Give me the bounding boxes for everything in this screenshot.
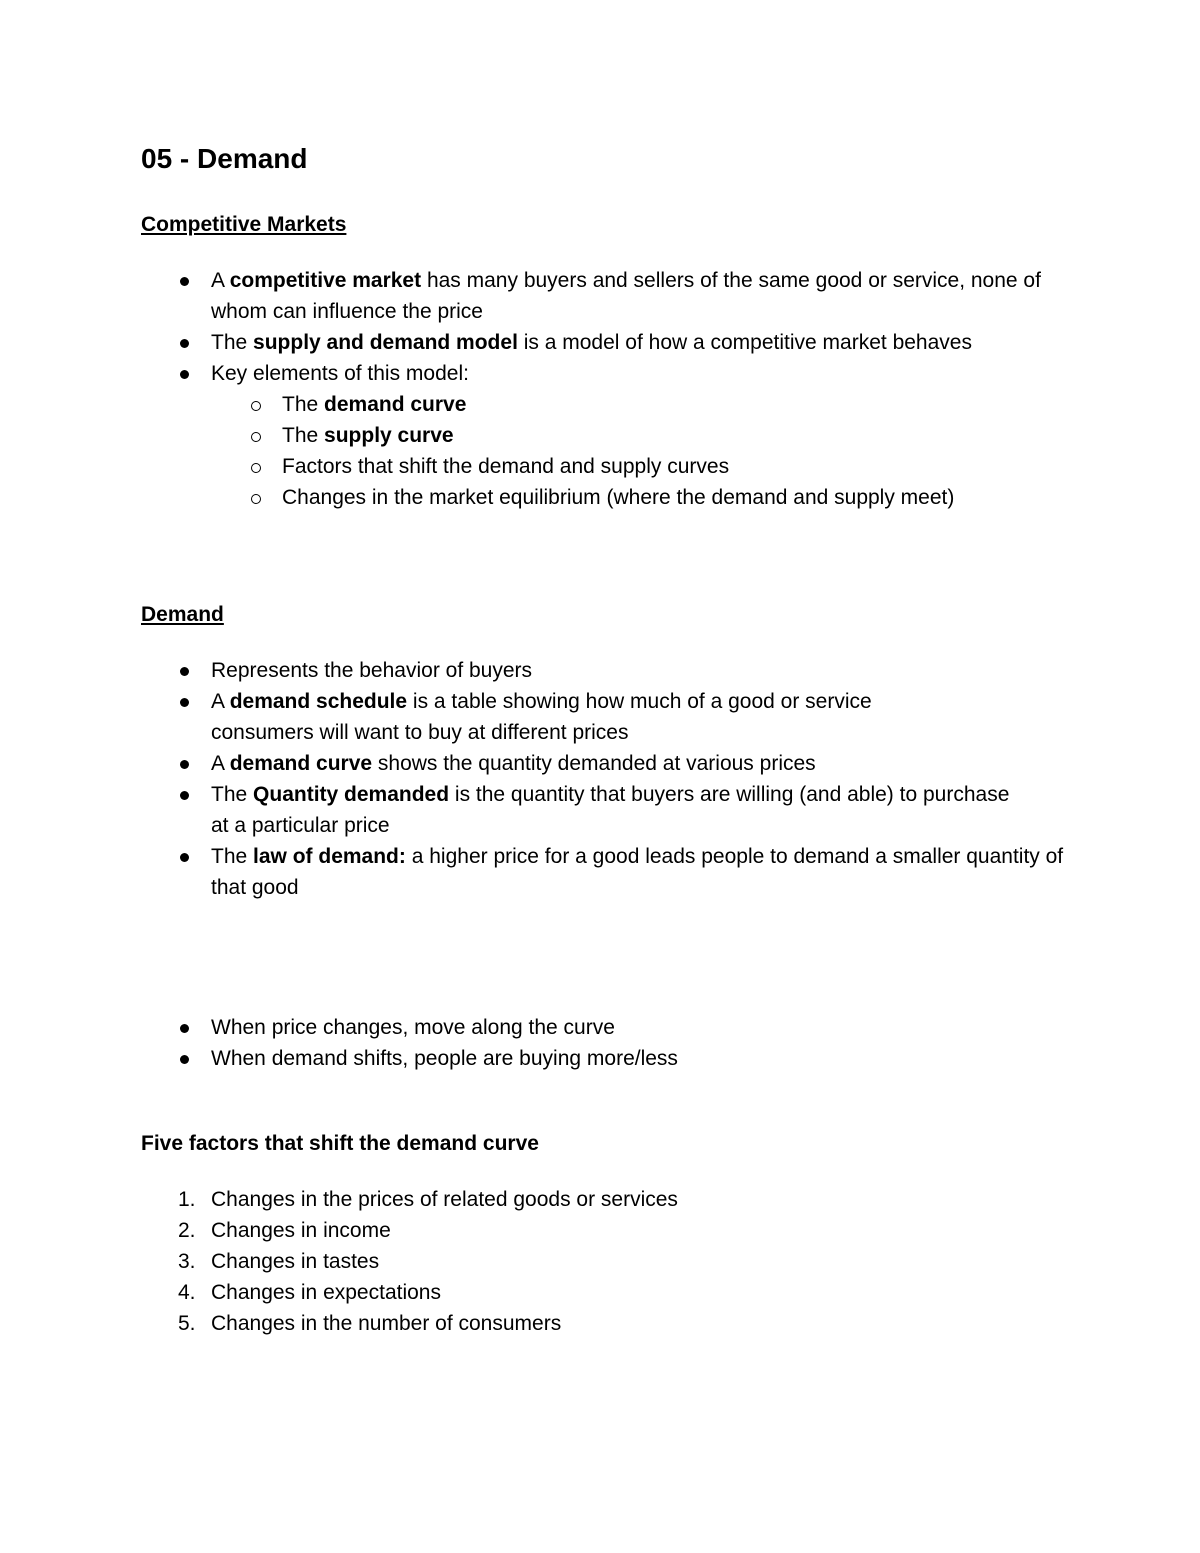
list-item: A competitive market has many buyers and sellers of the same good or service, none of whom can influence the price <box>211 269 1041 323</box>
heading-five-factors: Five factors that shift the demand curve <box>141 1132 539 1155</box>
sub-list-item: Changes in the market equilibrium (where the demand and supply meet) <box>282 486 955 509</box>
list-number: 1. <box>178 1188 196 1211</box>
list-five-factors <box>0 1184 1071 1339</box>
sub-list-item: The supply curve <box>282 424 454 447</box>
list-item: The supply and demand model is a model of how a competitive market behaves <box>211 331 972 354</box>
list-competitive-markets <box>0 265 1082 513</box>
list-number: 3. <box>178 1250 196 1273</box>
list-item: A demand schedule is a table showing how much of a good or service consumers will want to buy at different prices <box>211 690 872 744</box>
list-item: The law of demand: a higher price for a good leads people to demand a smaller quantity of that good <box>211 845 1064 899</box>
list-item: 4. Changes in expectations <box>0 1277 1071 1308</box>
heading-demand: Demand <box>141 603 224 626</box>
sub-list-item: Factors that shift the demand and supply curves <box>282 455 730 478</box>
list-item: Key elements of this model: <box>211 362 469 385</box>
list-item: Represents the behavior of buyers <box>211 659 533 682</box>
list-demand <box>0 655 1071 903</box>
page-title: 05 - Demand <box>141 143 308 174</box>
list-number: 5. <box>178 1312 196 1335</box>
list-number: 2. <box>178 1219 196 1242</box>
list-item: When demand shifts, people are buying more/less <box>211 1047 678 1070</box>
list-item: 3. Changes in tastes <box>0 1246 1071 1277</box>
list-item: When price changes, move along the curve <box>211 1016 615 1039</box>
heading-competitive-markets: Competitive Markets <box>141 213 347 236</box>
sub-list-item: The demand curve <box>282 393 467 416</box>
list-item: The Quantity demanded is the quantity that buyers are willing (and able) to purchase at a particular price <box>211 783 1010 837</box>
list-item: A demand curve shows the quantity demanded at various prices <box>211 752 816 775</box>
list-item: 1. Changes in the prices of related goods or services <box>0 1184 1071 1215</box>
list-demand-notes <box>0 1012 1071 1074</box>
list-item: 2. Changes in income <box>0 1215 1071 1246</box>
list-item: 5. Changes in the number of consumers <box>0 1308 1071 1339</box>
list-number: 4. <box>178 1281 196 1304</box>
